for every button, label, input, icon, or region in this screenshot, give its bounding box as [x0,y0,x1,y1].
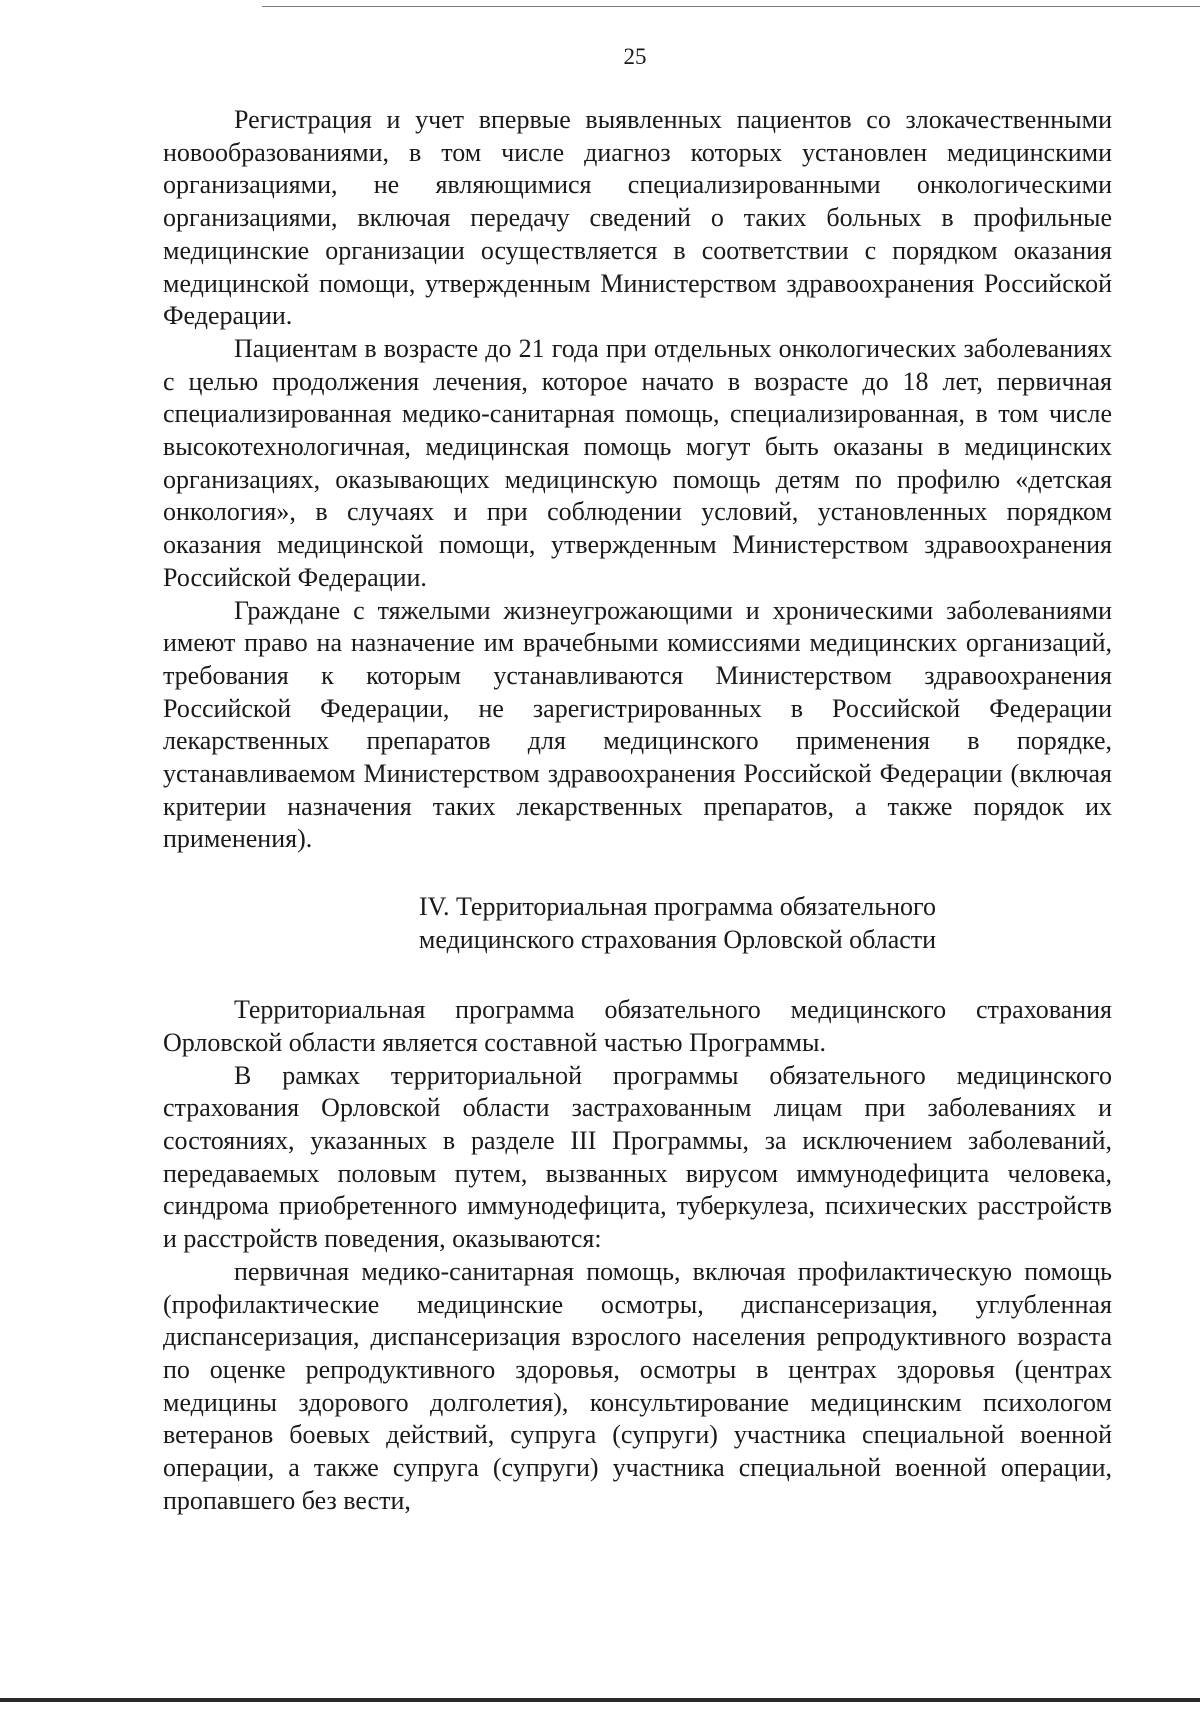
section-heading-line-2: медицинского страхования Орловской области [418,925,937,955]
paragraph-pediatric-oncology: Пациентам в возрасте до 21 года при отдельных онкологических заболеваниях с целью продолжения лечения, которое начато в возрасте до 18 лет, первичная специализированная медико-санитарная помощь, специализированная, в том числе высокотехнологичная, медицинская помощь могут быть оказаны в медицинских организациях, оказывающих медицинскую помощь детям по профилю «детская онкология», в случаях и при соблюдении условий, установленных порядком оказания медицинской помощи, утвержденным Министерством здравоохранения Российской Федерации. [163,333,1112,592]
document-body [163,104,1112,1517]
paragraph-primary-care: первичная медико-санитарная помощь, включая профилактическую помощь (профилактические медицинские осмотры, диспансеризация, углубленная диспансеризация, диспансеризация взрослого населения репродуктивного возраста по оценке репродуктивного здоровья, осмотры в центрах здоровья (центрах медицины здорового долголетия), консультирование медицинским психологом ветеранов боевых действий, супруга (супруги) участника специальной военной операции, а также супруга (супруги) участника специальной военной операции, пропавшего без вести, [163,1256,1112,1515]
paragraph-cancer-registration: Регистрация и учет впервые выявленных пациентов со злокачественными новообразованиями, в том числе диагноз которых установлен медицинскими организациями, не являющимися специализированными онкологическими организациями, включая передачу сведений о таких больных в профильные медицинские организации осуществляется в соответствии с порядком оказания медицинской помощи, утвержденным Министерством здравоохранения Российской Федерации. [163,105,1112,331]
paragraph-program-part: Территориальная программа обязательного медицинского страхования Орловской области является составной частью Программы. [163,995,1112,1057]
paragraph-program-scope: В рамках территориальной программы обязательного медицинского страхования Орловской области застрахованным лицам при заболеваниях и состояниях, указанных в разделе III Программы, за исключением заболеваний, передаваемых половым путем, вызванных вирусом иммунодефицита человека, синдрома приобретенного иммунодефицита, туберкулеза, психических расстройств и расстройств поведения, оказываются: [163,1060,1112,1254]
scan-top-edge [262,6,1200,7]
paragraph-unregistered-drugs: Граждане с тяжелыми жизнеугрожающими и хроническими заболеваниями имеют право на назначение им врачебными комиссиями медицинских организаций, требования к которым устанавливаются Министерством здравоохранения Российской Федерации, не зарегистрированных в Российской Федерации лекарственных препаратов для медицинского применения в порядке, устанавливаемом Министерством здравоохранения Российской Федерации (включая критерии назначения таких лекарственных препаратов, а также порядок их применения). [163,595,1112,854]
section-heading [163,890,1112,956]
scan-bottom-edge [0,1698,1200,1702]
page-number: 25 [623,44,647,69]
section-heading-line-1: IV. Территориальная программа обязательного [418,892,937,922]
